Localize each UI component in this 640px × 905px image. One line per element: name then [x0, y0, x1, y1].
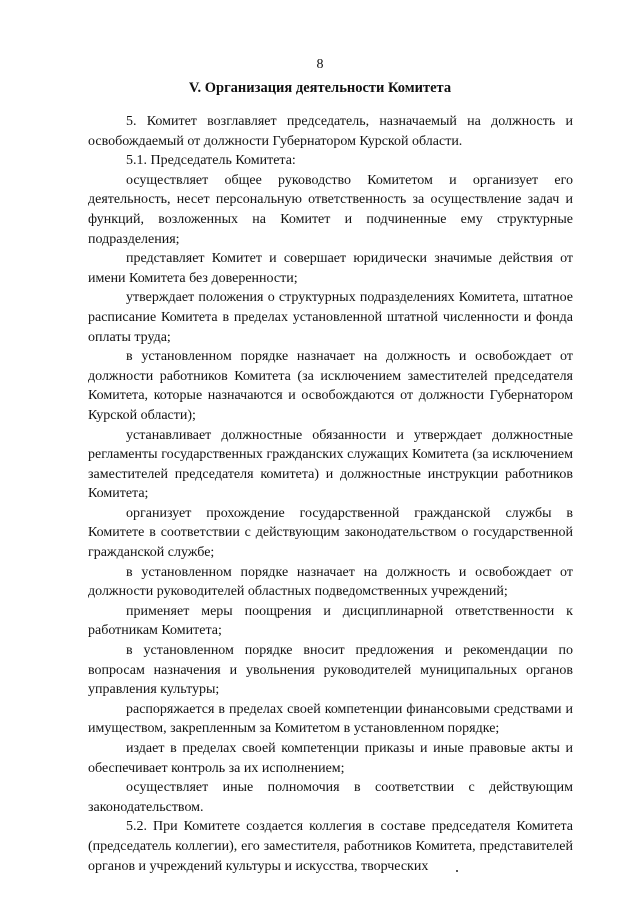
paragraph: утверждает положения о структурных подразделениях Комитета, штатное расписание Комитета в пределах установленной штатной численности и фонда оплаты труда; [88, 290, 573, 345]
paragraph: применяет меры поощрения и дисциплинарной ответственности к работникам Комитета; [88, 603, 573, 639]
paragraph: распоряжается в пределах своей компетенции финансовыми средствами и имуществом, закрепленным за Комитетом в установленном порядке; [88, 701, 573, 737]
page-number: 8 [316, 57, 324, 72]
section-heading: V. Организация деятельности Комитета [188, 80, 452, 96]
scan-speck [456, 870, 458, 872]
paragraph: устанавливает должностные обязанности и утверждает должностные регламенты государственных гражданских служащих Комитета (за исключением заместителей председателя комитета) и должностные инструкции работников Комитета; [88, 427, 573, 502]
paragraph: издает в пределах своей компетенции приказы и иные правовые акты и обеспечивает контроль за их исполнением; [88, 741, 573, 776]
paragraph: в установленном порядке назначает на должность и освобождает от должности руководителей областных подведомственных учреждений; [88, 564, 573, 600]
paragraph: в установленном порядке назначает на должность и освобождает от должности работников Комитета (за исключением заместителей председателя Комитета, которые назначаются и освобождаются от должности Губернатором Курской области); [88, 349, 573, 423]
paragraph: 5.2. При Комитете создается коллегия в составе председателя Комитета (председатель коллегии), его заместителя, работников Комитета, представителей органов и учреждений культуры и искусства, творческих [88, 819, 573, 874]
paragraph: представляет Комитет и совершает юридически значимые действия от имени Комитета без доверенности; [88, 251, 573, 286]
paragraph: осуществляет общее руководство Комитетом и организует его деятельность, несет персональную ответственность за осуществление задач и функций, возложенных на Комитет и подчиненные ему структурные подразделения; [88, 172, 573, 247]
document-body [88, 112, 573, 876]
paragraph: 5. Комитет возглавляет председатель, назначаемый на должность и освобождаемый от должности Губернатором Курской области. [88, 114, 573, 149]
paragraph: осуществляет иные полномочия в соответствии с действующим законодательством. [88, 780, 573, 815]
paragraph: 5.1. Председатель Комитета: [126, 153, 296, 169]
paragraph: в установленном порядке вносит предложения и рекомендации по вопросам назначения и увольнения руководителей муниципальных органов управления культуры; [88, 643, 573, 698]
paragraph: организует прохождение государственной гражданской службы в Комитете в соответствии с действующим законодательством о государственной гражданской службе; [88, 505, 573, 561]
